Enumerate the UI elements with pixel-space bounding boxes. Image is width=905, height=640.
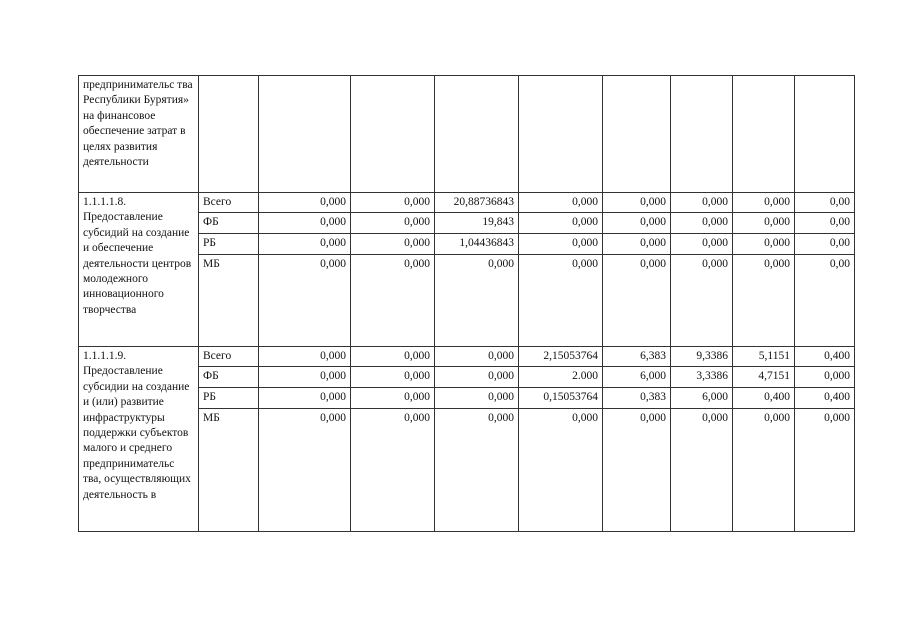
continuation-row xyxy=(79,76,855,193)
value-cell: 0,000 xyxy=(351,388,435,409)
empty-cell xyxy=(671,76,733,193)
value-cell: 2,15053764 xyxy=(519,347,603,367)
value-cell: 0,15053764 xyxy=(519,388,603,409)
funding-source-cell: РБ xyxy=(199,234,259,255)
value-cell: 0,000 xyxy=(351,255,435,347)
budget-table xyxy=(78,75,855,532)
value-cell: 20,88736843 xyxy=(435,193,519,213)
value-cell: 0,000 xyxy=(795,409,855,532)
value-cell: 0,000 xyxy=(733,193,795,213)
value-cell: 6,000 xyxy=(671,388,733,409)
value-cell: 0,000 xyxy=(671,255,733,347)
value-cell: 4,7151 xyxy=(733,367,795,388)
value-cell: 0,000 xyxy=(259,367,351,388)
value-cell: 0,000 xyxy=(259,255,351,347)
value-cell: 0,000 xyxy=(435,409,519,532)
value-cell: 0,000 xyxy=(671,193,733,213)
empty-cell xyxy=(603,76,671,193)
table-row xyxy=(79,347,855,367)
value-cell: 0,000 xyxy=(519,255,603,347)
value-cell: 0,000 xyxy=(351,213,435,234)
value-cell: 0,000 xyxy=(259,213,351,234)
value-cell: 0,000 xyxy=(519,193,603,213)
value-cell: 19,843 xyxy=(435,213,519,234)
value-cell: 0,000 xyxy=(435,388,519,409)
value-cell: 0,000 xyxy=(259,388,351,409)
empty-cell xyxy=(199,76,259,193)
value-cell: 0,000 xyxy=(351,367,435,388)
value-cell: 9,3386 xyxy=(671,347,733,367)
value-cell: 0,000 xyxy=(603,255,671,347)
value-cell: 0,000 xyxy=(259,347,351,367)
funding-source-cell: ФБ xyxy=(199,367,259,388)
empty-cell xyxy=(519,76,603,193)
funding-source-cell: РБ xyxy=(199,388,259,409)
value-cell: 0,00 xyxy=(795,234,855,255)
empty-cell xyxy=(795,76,855,193)
value-cell: 0,000 xyxy=(351,193,435,213)
value-cell: 0,400 xyxy=(733,388,795,409)
cont-name-cell: предпринимательс тва Республики Бурятия» на финансовое обеспечение затрат в целях развития деятельности xyxy=(79,76,199,193)
funding-source-cell: Всего xyxy=(199,347,259,367)
value-cell: 0,00 xyxy=(795,213,855,234)
value-cell: 0,000 xyxy=(733,409,795,532)
empty-cell xyxy=(259,76,351,193)
value-cell: 1,04436843 xyxy=(435,234,519,255)
value-cell: 0,000 xyxy=(733,255,795,347)
measure-name-cell: 1.1.1.1.8. Предоставление субсидий на создание и обеспечение деятельности центров молодежного инновационного творчества xyxy=(79,193,199,347)
funding-source-cell: ФБ xyxy=(199,213,259,234)
value-cell: 0,000 xyxy=(259,193,351,213)
value-cell: 5,1151 xyxy=(733,347,795,367)
table-row xyxy=(79,193,855,213)
empty-cell xyxy=(435,76,519,193)
value-cell: 0,000 xyxy=(259,409,351,532)
value-cell: 0,000 xyxy=(435,367,519,388)
funding-source-cell: МБ xyxy=(199,255,259,347)
value-cell: 0,000 xyxy=(435,347,519,367)
empty-cell xyxy=(351,76,435,193)
value-cell: 0,000 xyxy=(671,409,733,532)
value-cell: 2.000 xyxy=(519,367,603,388)
value-cell: 0,000 xyxy=(733,213,795,234)
value-cell: 0,00 xyxy=(795,193,855,213)
value-cell: 0,000 xyxy=(435,255,519,347)
measure-name-cell: 1.1.1.1.9. Предоставление субсидии на создание и (или) развитие инфраструктуры поддержки субъектов малого и среднего предпринимательс тва, осуществляющих деятельность в xyxy=(79,347,199,532)
value-cell: 6,383 xyxy=(603,347,671,367)
value-cell: 3,3386 xyxy=(671,367,733,388)
value-cell: 0,000 xyxy=(519,213,603,234)
value-cell: 0,000 xyxy=(351,234,435,255)
value-cell: 0,000 xyxy=(603,234,671,255)
value-cell: 0,000 xyxy=(351,347,435,367)
value-cell: 0,000 xyxy=(671,234,733,255)
value-cell: 0,000 xyxy=(519,409,603,532)
value-cell: 0,000 xyxy=(733,234,795,255)
value-cell: 0,400 xyxy=(795,347,855,367)
value-cell: 0,000 xyxy=(603,193,671,213)
value-cell: 0,400 xyxy=(795,388,855,409)
value-cell: 0,000 xyxy=(351,409,435,532)
value-cell: 0,000 xyxy=(603,409,671,532)
empty-cell xyxy=(733,76,795,193)
value-cell: 0,000 xyxy=(519,234,603,255)
value-cell: 6,000 xyxy=(603,367,671,388)
value-cell: 0,000 xyxy=(795,367,855,388)
value-cell: 0,000 xyxy=(603,213,671,234)
value-cell: 0,000 xyxy=(259,234,351,255)
funding-source-cell: Всего xyxy=(199,193,259,213)
value-cell: 0,383 xyxy=(603,388,671,409)
value-cell: 0,00 xyxy=(795,255,855,347)
value-cell: 0,000 xyxy=(671,213,733,234)
funding-source-cell: МБ xyxy=(199,409,259,532)
